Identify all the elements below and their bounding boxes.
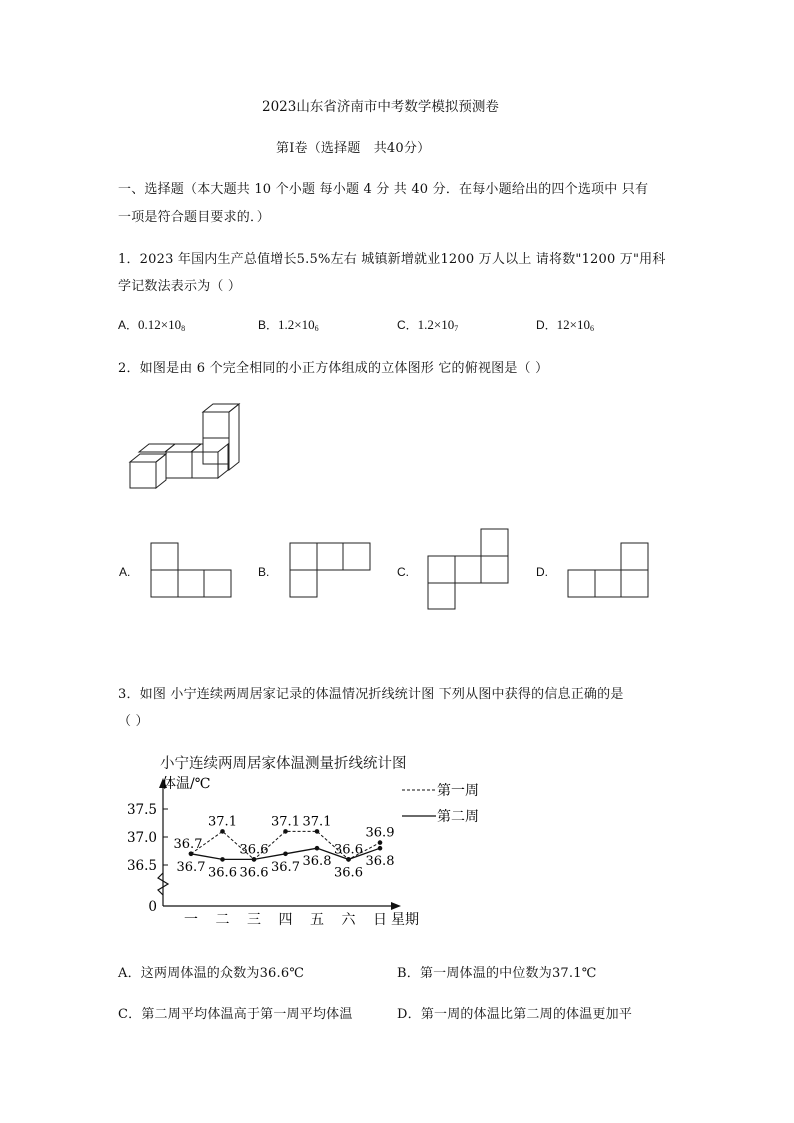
section-title: 第Ⅰ卷（选择题 共40分）: [276, 141, 431, 156]
x-axis-label: 星期: [391, 912, 419, 928]
q2-option-a-figure: [150, 542, 232, 598]
q3-option-d[interactable]: D．第一周的体温比第二周的体温更加平: [397, 1007, 633, 1022]
q2-option-d-label[interactable]: D.: [536, 565, 548, 579]
instructions-line-2: 一项是符合题目要求的．）: [118, 210, 270, 225]
series-week1-point: [220, 829, 225, 834]
x-tick-label: 日: [373, 912, 387, 928]
week2-data-label: 36.8: [302, 854, 332, 870]
week1-data-label: 37.1: [208, 814, 237, 830]
x-tick-label: 二: [215, 912, 230, 928]
week1-data-label: 37.1: [271, 814, 300, 830]
series-week2-point: [315, 846, 320, 851]
q3-option-c[interactable]: C．第二周平均体温高于第一周平均体温: [118, 1007, 353, 1022]
week2-data-label: 36.7: [271, 859, 300, 875]
q2-option-c-label[interactable]: C.: [397, 565, 409, 579]
week1-data-label: 36.7: [173, 836, 203, 852]
y-tick-label: 37.0: [126, 830, 157, 846]
week1-data-label: 37.1: [302, 814, 332, 830]
q1-stem-line-2: 学记数法表示为（ ）: [118, 279, 242, 294]
week1-data-label: 36.9: [365, 825, 395, 841]
q1-option-a[interactable]: A．$0.12\times 10_8$: [118, 317, 186, 333]
week1-data-label: 36.6: [334, 842, 363, 858]
week1-data-label: 36.6: [239, 842, 269, 858]
x-axis-arrow: [391, 902, 401, 910]
q2-option-a-label[interactable]: A.: [119, 565, 131, 579]
week2-data-label: 36.6: [239, 865, 269, 881]
series-week2-point: [346, 857, 351, 862]
q2-stem: 2．如图是由 6 个完全相同的小正方体组成的立体图形 它的俯视图是（ ）: [118, 361, 549, 376]
temperature-line-chart: [120, 770, 480, 935]
week2-data-label: 36.6: [334, 865, 363, 881]
series-week1-point: [283, 829, 288, 834]
q2-option-b-label[interactable]: B.: [258, 565, 270, 579]
q3-option-a[interactable]: A．这两周体温的众数为36.6℃: [118, 966, 305, 981]
series-week2-point: [189, 852, 194, 857]
q1-stem-line-1: 1．2023 年国内生产总值增长5.5%左右 城镇新增就业1200 万人以上 请将数"1200 万"用科: [118, 252, 666, 267]
week2-data-label: 36.8: [365, 854, 395, 870]
q1-option-c[interactable]: C．$1.2\times 10_7$: [397, 317, 459, 333]
series-week1-point: [315, 829, 320, 834]
x-tick-label: 一: [184, 912, 198, 928]
week2-data-label: 36.7: [176, 859, 206, 875]
y-tick-label: 37.5: [126, 802, 157, 818]
week2-data-label: 36.6: [208, 865, 237, 881]
x-tick-label: 六: [341, 912, 356, 928]
q3-stem-line-1: 3．如图 小宁连续两周居家记录的体温情况折线统计图 下列从图中获得的信息正确的是: [118, 687, 624, 702]
x-tick-label: 三: [247, 912, 261, 928]
series-week2-point: [220, 857, 225, 862]
series-week2-point: [378, 846, 383, 851]
x-tick-label: 五: [310, 912, 324, 928]
q1-option-b[interactable]: B．$1.2\times 10_6$: [258, 317, 319, 333]
y-tick-label: 0: [148, 899, 157, 915]
y-axis-label: 体温/℃: [162, 776, 211, 792]
series-week1-point: [378, 840, 383, 845]
legend-week1-label: 第一周: [437, 783, 479, 799]
series-week2-point: [283, 852, 288, 857]
q2-option-d-figure: [567, 542, 649, 598]
cube-stack-figure: [128, 402, 243, 492]
q3-stem-line-2: （ ）: [118, 714, 149, 729]
chart-title: 小宁连续两周居家体温测量折线统计图: [160, 756, 407, 772]
q2-option-b-figure: [289, 542, 371, 598]
x-tick-label: 四: [278, 912, 293, 928]
q3-option-b[interactable]: B．第一周体温的中位数为37.1℃: [397, 966, 597, 981]
page-title: 2023山东省济南市中考数学模拟预测卷: [262, 99, 499, 115]
q2-option-c-figure: [427, 528, 509, 610]
legend-week2-label: 第二周: [437, 809, 479, 825]
instructions-line-1: 一、选择题（本大题共 10 个小题 每小题 4 分 共 40 分．在每小题给出的四个选项中 只有: [118, 182, 649, 197]
q1-option-d[interactable]: D．$12\times 10_6$: [536, 317, 595, 333]
y-tick-label: 36.5: [126, 858, 157, 874]
series-week2-point: [252, 857, 257, 862]
